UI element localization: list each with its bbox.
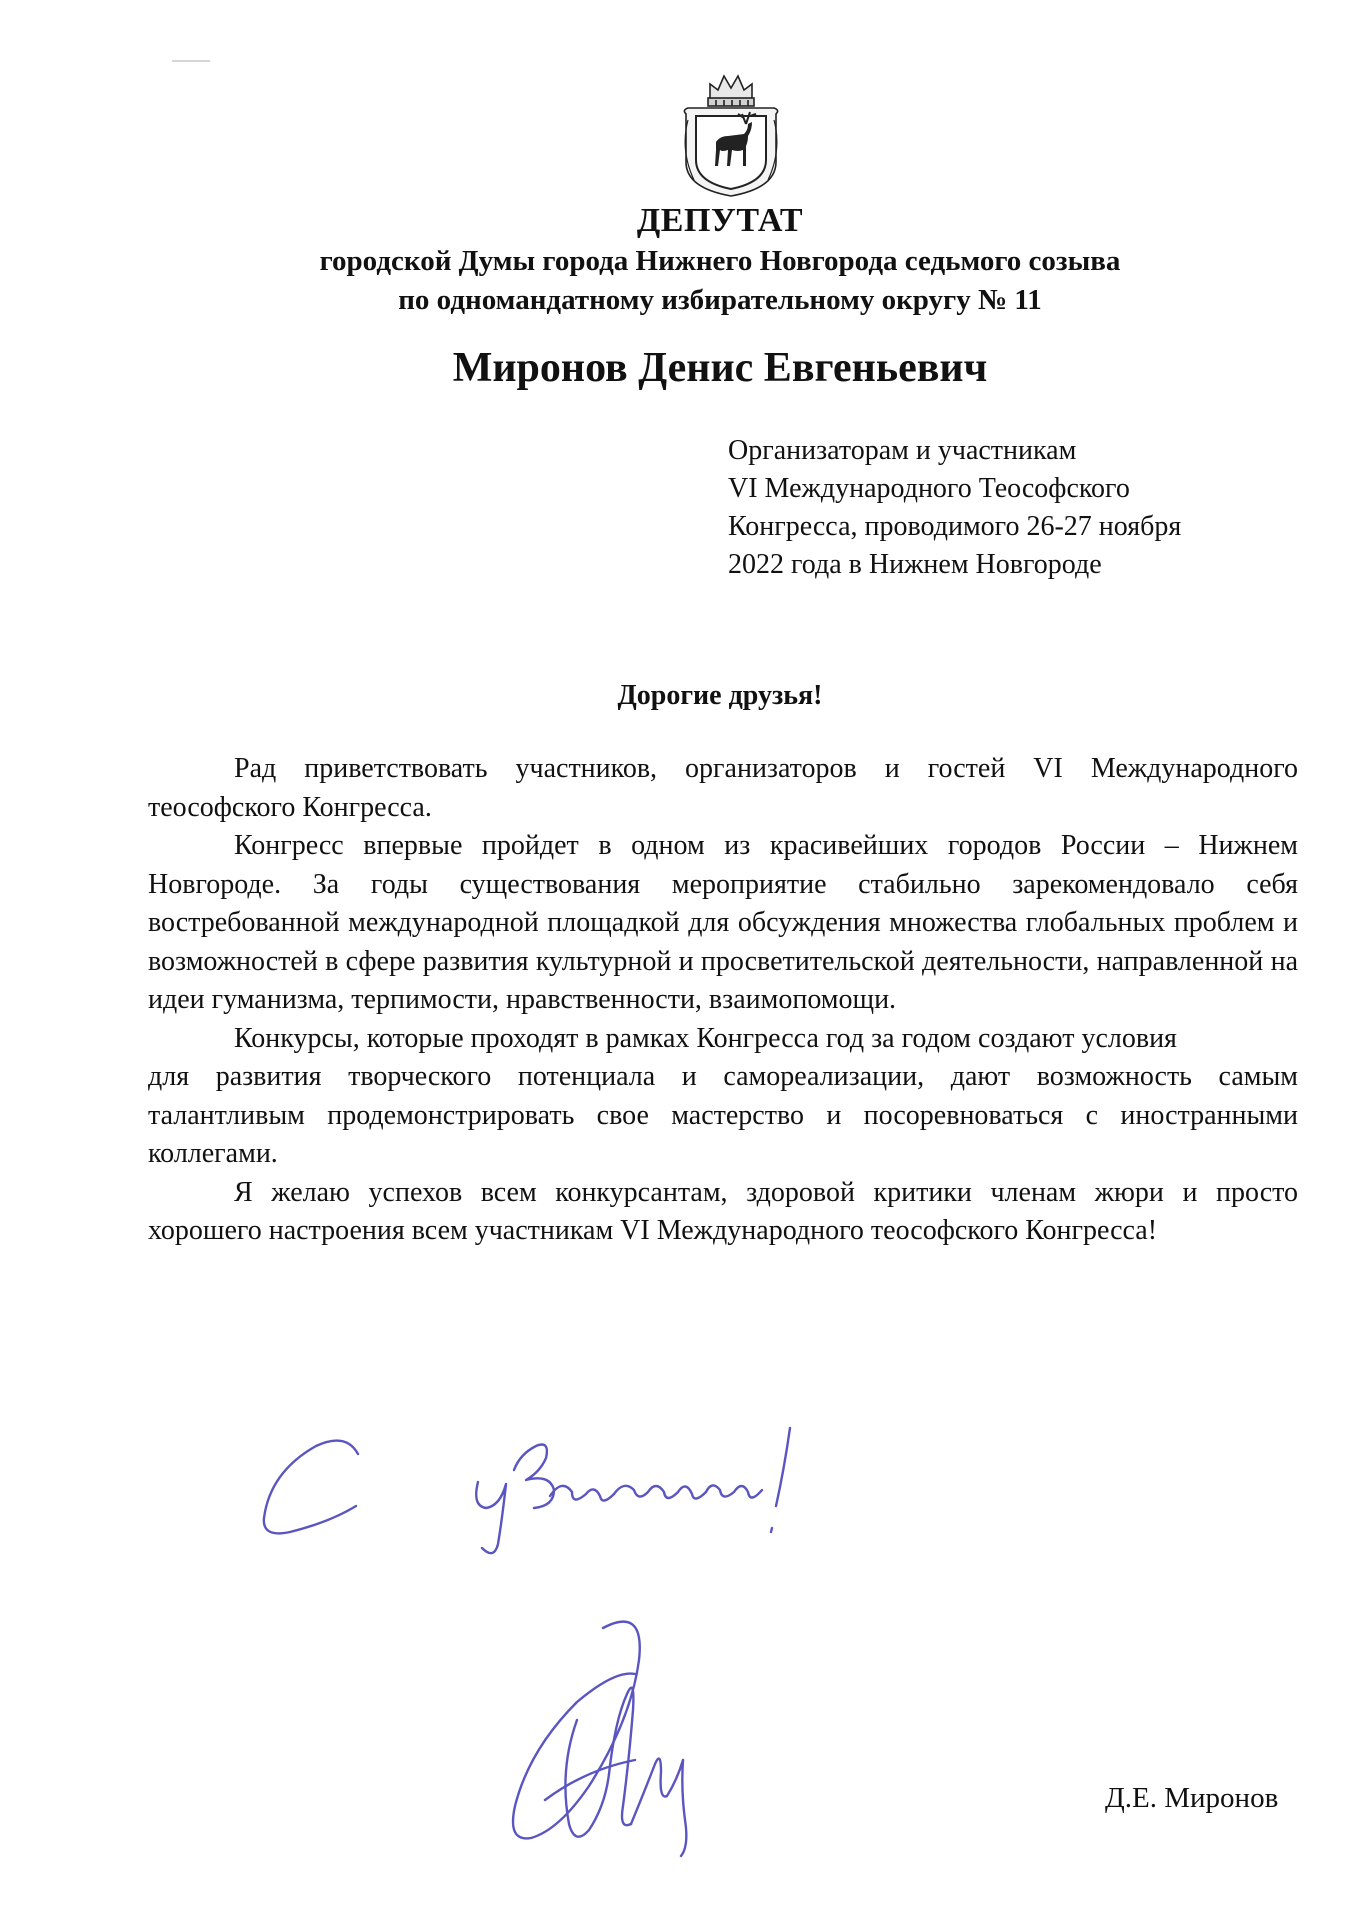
letterhead — [0, 200, 1358, 394]
body-paragraph: для развития творческого потенциала и самореализации, дают возможность самым талантливым продемонстрировать свое мастерство и посоревноваться с иностранными коллегами. — [148, 1061, 1298, 1169]
nizhny-novgorod-coat-of-arms-icon — [672, 70, 790, 198]
body-paragraph: Я желаю успехов всем конкурсантам, здоровой критики членам жюри и просто хорошего настроения всем участникам VI Международного теософского Конгресса! — [148, 1176, 1298, 1246]
handwritten-closing — [250, 1410, 810, 1560]
addressee-line: 2022 года в Нижнем Новгороде — [728, 549, 1102, 580]
addressee-line: Организаторам и участникам — [728, 435, 1077, 466]
deputy-name: Миронов Денис Евгеньевич — [452, 345, 988, 391]
addressee-line: VI Международного Теософского — [728, 473, 1130, 504]
handwritten-signature — [485, 1610, 725, 1860]
letter-body — [148, 750, 1298, 1251]
greeting: Дорогие друзья! — [617, 680, 823, 711]
body-paragraph: Конкурсы, которые проходят в рамках Конгресса год за годом создают условия — [234, 1022, 1177, 1054]
letterhead-line-1: городской Думы города Нижнего Новгорода седьмого созыва — [319, 245, 1121, 277]
body-paragraph: Конгресс впервые пройдет в одном из красивейших городов России – Нижнем Новгороде. За годы существования мероприятие стабильно зарекомендовало себя востребованной международной площадкой для обсуждения множества глобальных проблем и возможностей в сфере развития культурной и просветительской деятельности, направленной на идеи гуманизма, терпимости, нравственности, взаимопомощи. — [148, 830, 1298, 1015]
letterhead-line-2: по одномандатному избирательному округу № 11 — [398, 284, 1042, 316]
addressee-line: Конгресса, проводимого 26-27 ноября — [728, 511, 1182, 542]
signer-name: Д.Е. Миронов — [1105, 1782, 1279, 1814]
body-paragraph: Рад приветствовать участников, организаторов и гостей VI Международного теософского Конгресса. — [148, 753, 1298, 823]
letterhead-title: ДЕПУТАТ — [636, 202, 804, 239]
addressee-block — [728, 432, 1288, 584]
scan-artifact — [172, 60, 210, 62]
